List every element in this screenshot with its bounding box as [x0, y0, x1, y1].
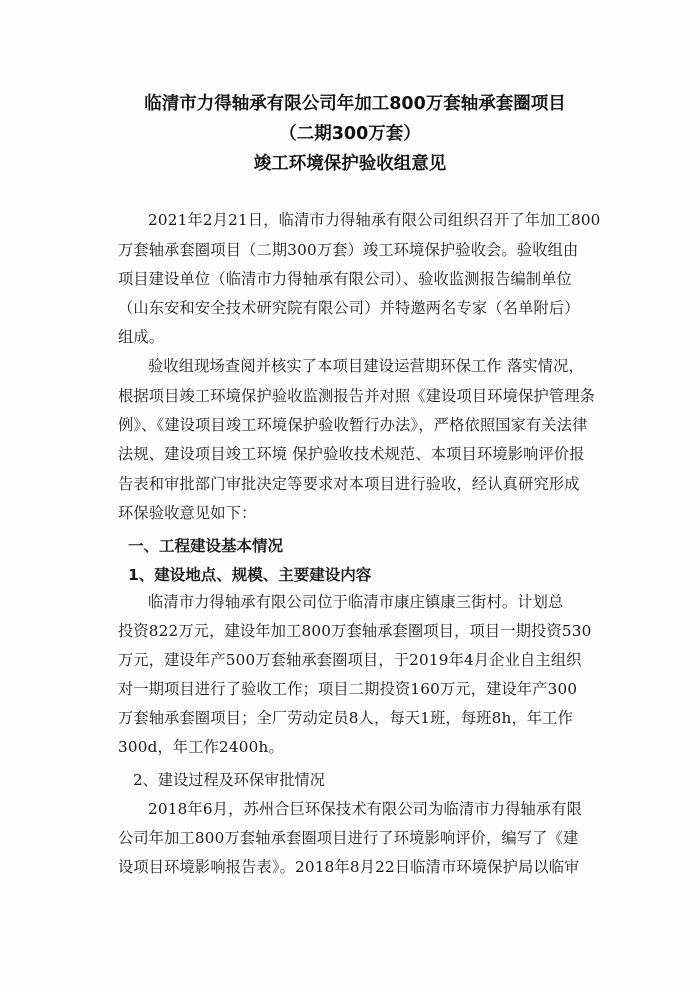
- paragraph-line: 例》、《建设项目竣工环境保护验收暂行办法》，严格依照国家有关法律: [118, 416, 588, 434]
- paragraph-line: 告表和审批部门审批决定等要求对本项目进行验收，经认真研究形成: [118, 475, 580, 493]
- paragraph-line: 设项目环境影响报告表》。2018年8月22日临清市环境保护局以临审: [118, 858, 580, 876]
- paragraph-line: 投资822万元，建设年加工800万套轴承套圈项目，项目一期投资530: [118, 622, 592, 640]
- paragraph-line: 万套轴承套圈项目；全厂劳动定员8人，每天1班，每班8h，年工作: [118, 709, 574, 727]
- doc-title-line-1: 临清市力得轴承有限公司年加工800万套轴承套圈项目: [144, 94, 566, 114]
- paragraph-line: 2018年6月，苏州合巨环保技术有限公司为临清市力得轴承有限: [148, 800, 583, 818]
- subsection-heading: 2、建设过程及环保审批情况: [133, 771, 325, 789]
- paragraph-line: （山东安和安全技术研究院有限公司）并特邀两名专家（名单附后）: [118, 299, 580, 317]
- paragraph-line: 验收组现场查阅并核实了本项目建设运营期环保工作 落实情况，: [148, 357, 584, 375]
- paragraph-line: 对一期项目进行了验收工作；项目二期投资160万元，建设年产300: [118, 680, 578, 698]
- paragraph-line: 项目建设单位（临清市力得轴承有限公司）、验收监测报告编制单位: [118, 270, 573, 288]
- paragraph-line: 万套轴承套圈项目（二期300万套）竣工环境保护验收会。验收组由: [118, 241, 579, 259]
- paragraph-line: 环保验收意见如下：: [118, 504, 257, 522]
- subsection-heading: 1、建设地点、规模、主要建设内容: [128, 566, 372, 584]
- paragraph-line: 300d，年工作2400h。: [118, 738, 284, 756]
- paragraph-line: 法规、建设项目竣工环境 保护验收技术规范、本项目环境影响评价报: [118, 445, 585, 463]
- section-heading: 一、工程建设基本情况: [128, 537, 284, 555]
- paragraph-line: 2021年2月21日，临清市力得轴承有限公司组织召开了年加工800: [148, 211, 601, 229]
- doc-title-line-3: 竣工环境保护验收组意见: [253, 154, 447, 174]
- paragraph-line: 组成。: [118, 328, 165, 346]
- paragraph-line: 万元，建设年产500万套轴承套圈项目，于2019年4月企业自主组织: [118, 651, 582, 669]
- paragraph-line: 根据项目竣工环境保护验收监测报告并对照《建设项目环境保护管理条: [118, 387, 596, 405]
- paragraph-line: 临清市力得轴承有限公司位于临清市康庄镇康三街村。计划总: [148, 593, 564, 611]
- paragraph-line: 公司年加工800万套轴承套圈项目进行了环境影响评价，编写了《建: [118, 829, 579, 847]
- doc-title-line-2: （二期300万套）: [279, 124, 421, 144]
